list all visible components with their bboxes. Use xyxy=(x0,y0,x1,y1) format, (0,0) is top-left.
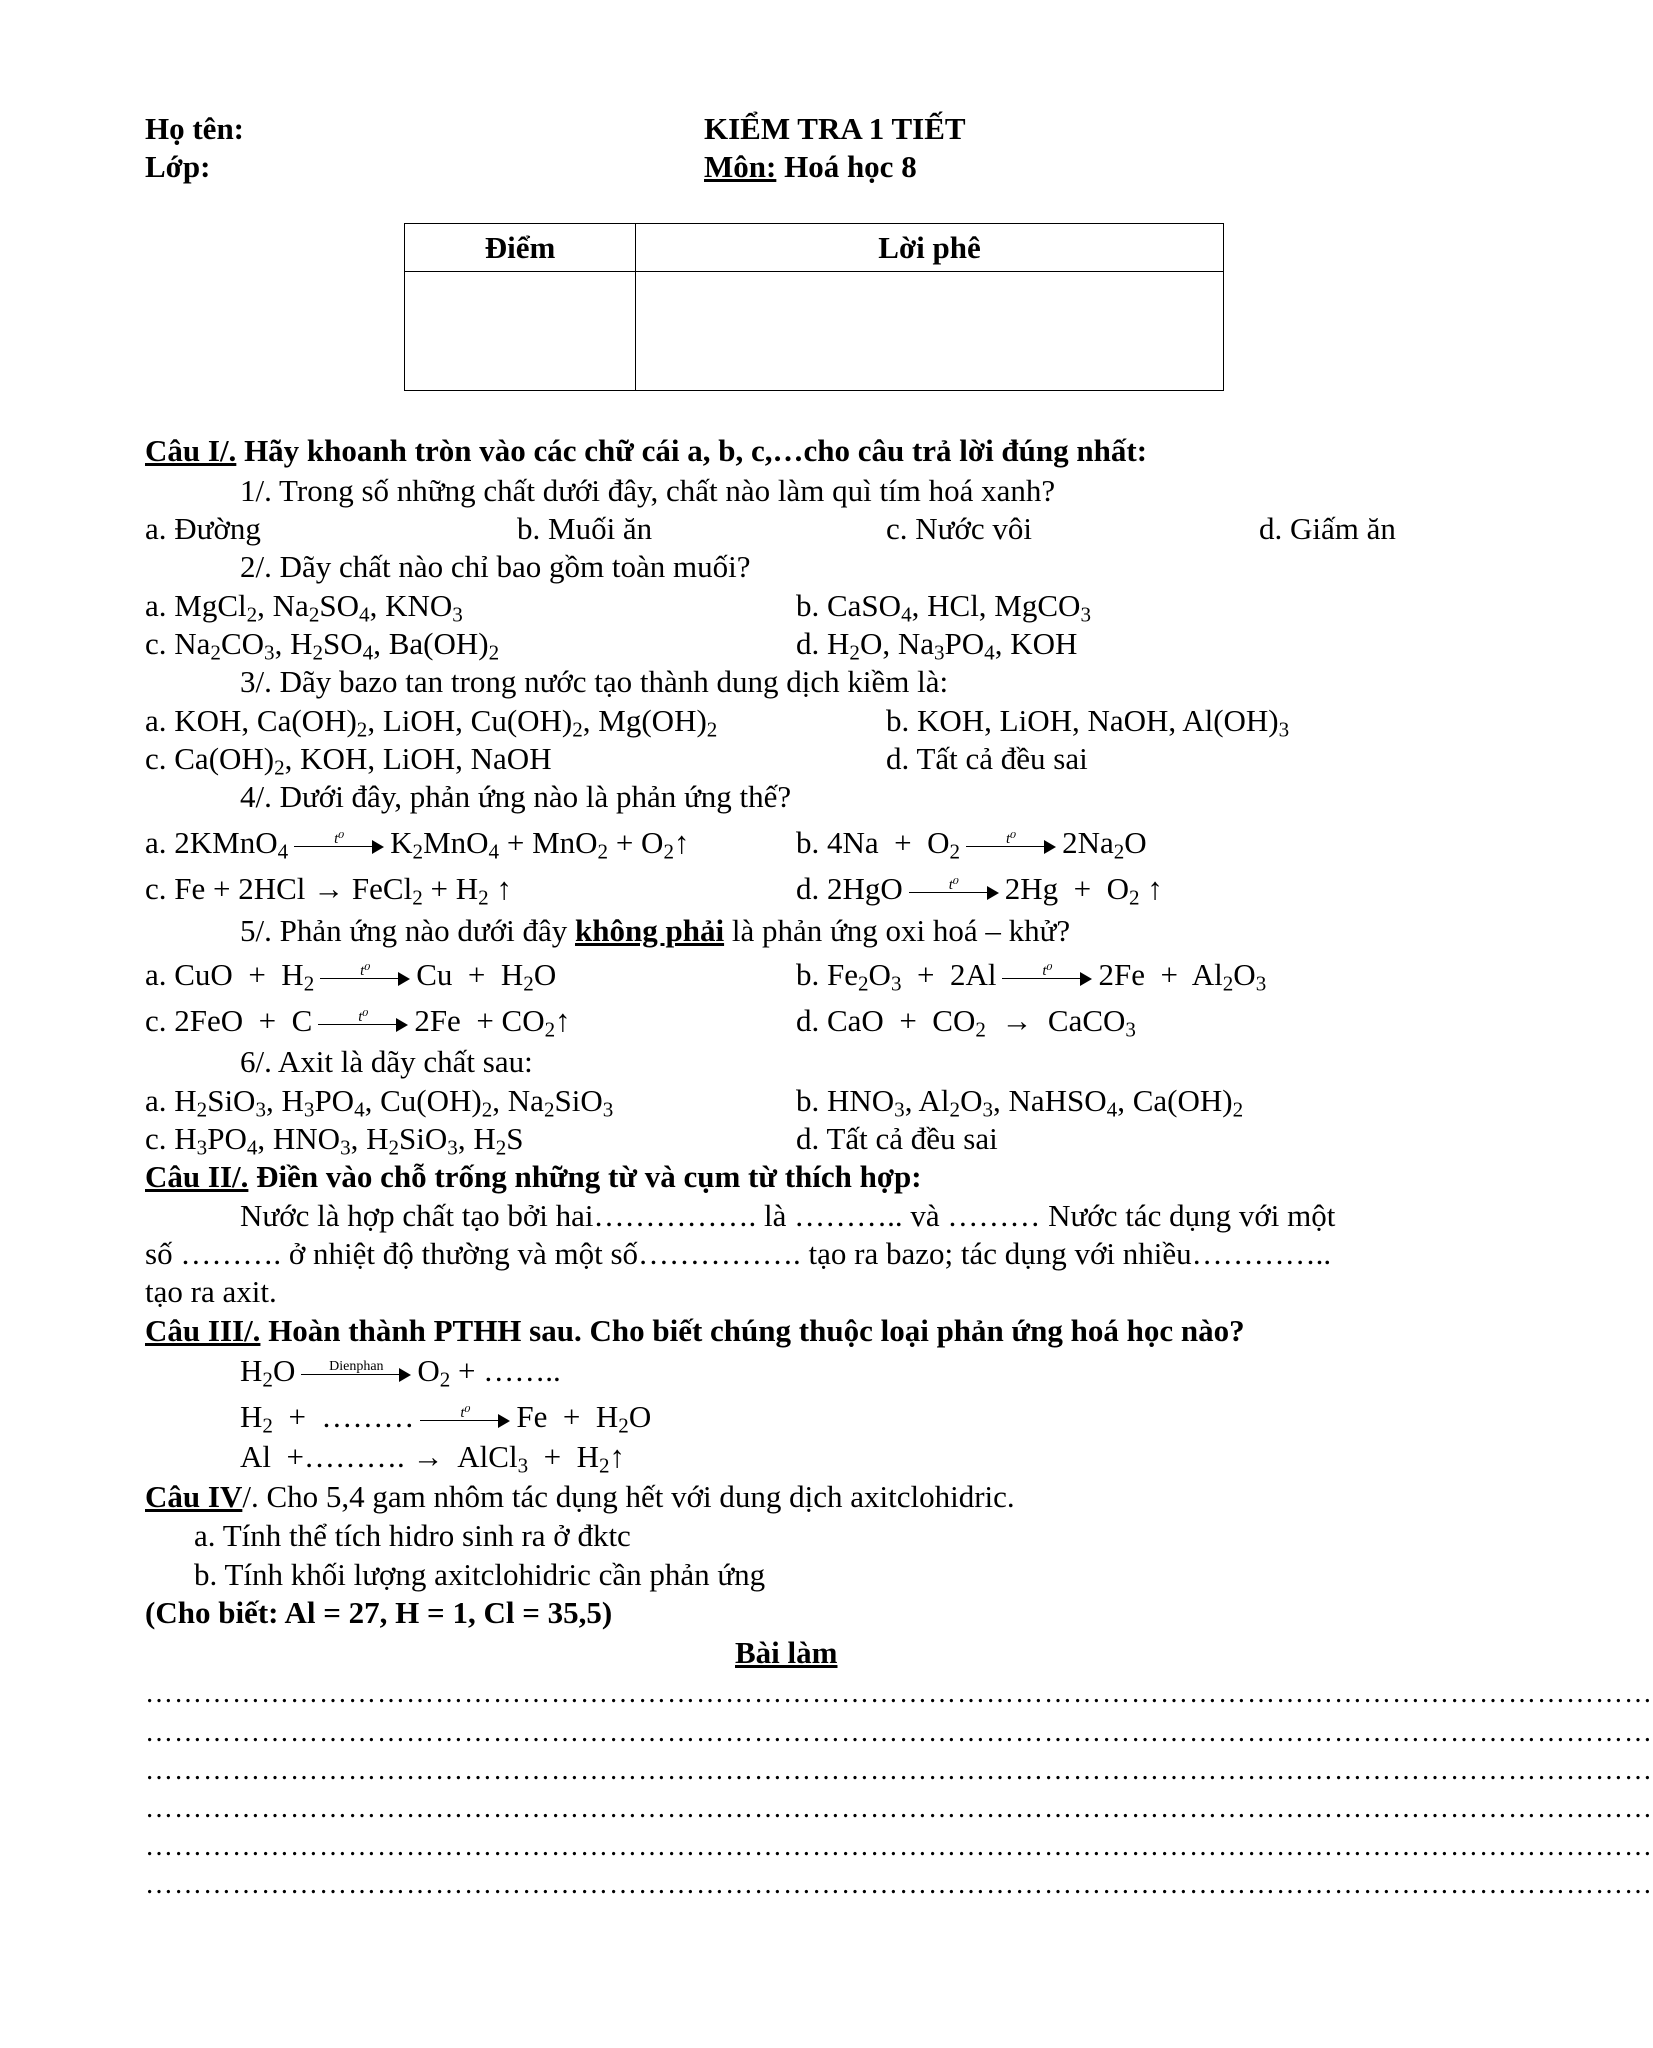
answer-line[interactable]: ………………………………………………………………………………………………………………………………………… xyxy=(145,1755,1653,1786)
q2-option-c: c. $Na_2CO_3$, $H_2SO_4$, $Ba(OH)_2$ xyxy=(145,626,500,665)
q1-text: 1/. Trong số những chất dưới đây, chất nào làm quì tím hoá xanh? xyxy=(240,473,1056,508)
q2-option-d: d. $H_2O$, $Na_3PO_4$, KOH xyxy=(796,626,1078,665)
section4-given: (Cho biết: Al = 27, H = 1, Cl = 35,5) xyxy=(145,1595,613,1630)
q5-text-emphasis: không phải xyxy=(575,913,725,948)
section4-label: Câu IV xyxy=(145,1479,243,1514)
q3-text: 3/. Dãy bazo tan trong nước tạo thành dung dịch kiềm là: xyxy=(240,664,949,699)
heat-arrow: t⁰ xyxy=(966,836,1056,856)
section3-heading xyxy=(145,1312,1245,1350)
heat-arrow: t⁰ xyxy=(1002,968,1092,988)
q3-option-a: a. KOH, $Ca(OH)_2$, LiOH, $Cu(OH)_2$, $Mg(OH)_2$ xyxy=(145,703,718,742)
q1-option-a: a. Đường xyxy=(145,511,261,546)
class-label: Lớp: xyxy=(145,149,211,184)
q4-text: 4/. Dưới đây, phản ứng nào là phản ứng thế? xyxy=(240,779,792,814)
section2-line2: số ………. ở nhiệt độ thường và một số……………. tạo ra bazo; tác dụng với nhiều………….. xyxy=(145,1236,1332,1271)
q6-option-a: a. $H_2SiO_3$, $H_3PO_4$, $Cu(OH)_2$, $Na_2SiO_3$ xyxy=(145,1083,614,1122)
q6-option-c: c. $H_3PO_4$, $HNO_3$, $H_2SiO_3$, $H_2S$ xyxy=(145,1121,524,1160)
electrolysis-arrow: Dienphan xyxy=(301,1364,411,1384)
section3-label: Câu III/. xyxy=(145,1313,261,1348)
q1-option-d: d. Giấm ăn xyxy=(1259,511,1396,546)
q4-option-c: c. Fe + 2HCl → FeCl$_2$ + $H_2$ ↑ xyxy=(145,871,512,910)
section1-title: Hãy khoanh tròn vào các chữ cái a, b, c,…cho câu trả lời đúng nhất: xyxy=(244,433,1148,468)
heat-arrow: t⁰ xyxy=(320,968,410,988)
equation-3: Al +………. → AlCl$_3$ + $H_2↑$ xyxy=(240,1439,626,1478)
q5-text-pre: 5/. Phản ứng nào dưới đây xyxy=(240,913,568,948)
q4-option-d: d. 2HgO t⁰ $2Hg + O_2$ ↑ xyxy=(796,871,1163,910)
answer-title: Bài làm xyxy=(735,1635,838,1670)
q4-option-b: b. $4Na + O_2$ t⁰ $2Na_2O$ xyxy=(796,825,1147,864)
heat-arrow: t⁰ xyxy=(294,836,384,856)
q1-option-b: b. Muối ăn xyxy=(517,511,653,546)
equation-1: $H_2O$ Dienphan $O_2$ + …….. xyxy=(240,1353,561,1392)
q5-option-c: c. 2FeO + C t⁰ $2Fe + CO_2↑$ xyxy=(145,1003,571,1042)
section4-part-b: b. Tính khối lượng axitclohidric cần phản ứng xyxy=(194,1557,766,1592)
section2-heading xyxy=(145,1158,922,1196)
comment-header: Lời phê xyxy=(636,224,1224,272)
q3-option-c: c. $Ca(OH)_2$, KOH, LiOH, NaOH xyxy=(145,741,552,780)
exam-title: KIỂM TRA 1 TIẾT xyxy=(704,111,966,146)
section3-title: Hoàn thành PTHH sau. Cho biết chúng thuộc loại phản ứng hoá học nào? xyxy=(268,1313,1245,1348)
q2-option-b: b. CaSO$_4$, HCl, MgCO$_3$ xyxy=(796,588,1091,627)
section4-heading xyxy=(145,1478,1015,1516)
answer-line[interactable]: ………………………………………………………………………………………………………………………………………… xyxy=(145,1717,1653,1748)
subject-value: Hoá học 8 xyxy=(784,149,917,184)
q6-option-b: b. $HNO_3$, $Al_2O_3$, NaHSO$_4$, $Ca(OH)_2$ xyxy=(796,1083,1244,1122)
section2-line1: Nước là hợp chất tạo bởi hai……………. là ……….. và ……… Nước tác dụng với một xyxy=(240,1198,1336,1233)
q2-text: 2/. Dãy chất nào chỉ bao gồm toàn muối? xyxy=(240,549,751,584)
grade-cell[interactable] xyxy=(405,272,636,391)
heat-arrow: t⁰ xyxy=(909,882,999,902)
comment-cell[interactable] xyxy=(636,272,1224,391)
answer-line[interactable]: ………………………………………………………………………………………………………………………………………… xyxy=(145,1793,1653,1824)
section1-label: Câu I/. xyxy=(145,433,237,468)
section4-title: /. Cho 5,4 gam nhôm tác dụng hết với dung dịch axitclohidric. xyxy=(242,1479,1015,1514)
heat-arrow: t⁰ xyxy=(420,1410,510,1430)
q2-option-a: a. MgCl$_2$, $Na_2SO_4$, $KNO_3$ xyxy=(145,588,463,627)
subject-label: Môn: xyxy=(704,149,777,184)
q6-text: 6/. Axit là dãy chất sau: xyxy=(240,1044,533,1079)
answer-line[interactable]: ………………………………………………………………………………………………………………………………………… xyxy=(145,1678,1653,1709)
q5-text-post: là phản ứng oxi hoá – khử? xyxy=(731,913,1071,948)
section1-heading xyxy=(145,432,1147,470)
section2-label: Câu II/. xyxy=(145,1159,249,1194)
q5-option-b: b. $Fe_2O_3 + 2Al$ t⁰ $2Fe + Al_2O_3$ xyxy=(796,957,1267,996)
section2-title: Điền vào chỗ trống những từ và cụm từ thích hợp: xyxy=(256,1159,922,1194)
heat-arrow: t⁰ xyxy=(318,1014,408,1034)
grade-table xyxy=(404,223,1224,391)
section2-line3: tạo ra axit. xyxy=(145,1274,277,1309)
q5-option-d: d. CaO + $CO_2$ → CaCO$_3$ xyxy=(796,1003,1136,1042)
subject-line xyxy=(704,148,917,186)
q6-option-d: d. Tất cả đều sai xyxy=(796,1121,998,1156)
name-label: Họ tên: xyxy=(145,111,245,146)
grade-header: Điểm xyxy=(405,224,636,272)
q5-text xyxy=(240,912,1070,950)
q4-option-a: a. 2KMnO$_4$ t⁰ $K_2MnO_4 + MnO_2$ + $O_2↑$ xyxy=(145,825,690,864)
q3-option-d: d. Tất cả đều sai xyxy=(886,741,1088,776)
answer-line[interactable]: ………………………………………………………………………………………………………………………………………… xyxy=(145,1831,1653,1862)
q5-option-a: a. CuO + $H_2$ t⁰ $Cu + H_2O$ xyxy=(145,957,557,996)
equation-2: $H_2$ + ……… t⁰ $Fe + H_2O$ xyxy=(240,1399,652,1438)
section4-part-a: a. Tính thể tích hidro sinh ra ở đktc xyxy=(194,1518,631,1553)
q1-option-c: c. Nước vôi xyxy=(886,511,1032,546)
answer-line[interactable]: ………………………………………………………………………………………………………………………………………… xyxy=(145,1869,1653,1900)
q3-option-b: b. KOH, LiOH, NaOH, $Al(OH)_3$ xyxy=(886,703,1290,742)
